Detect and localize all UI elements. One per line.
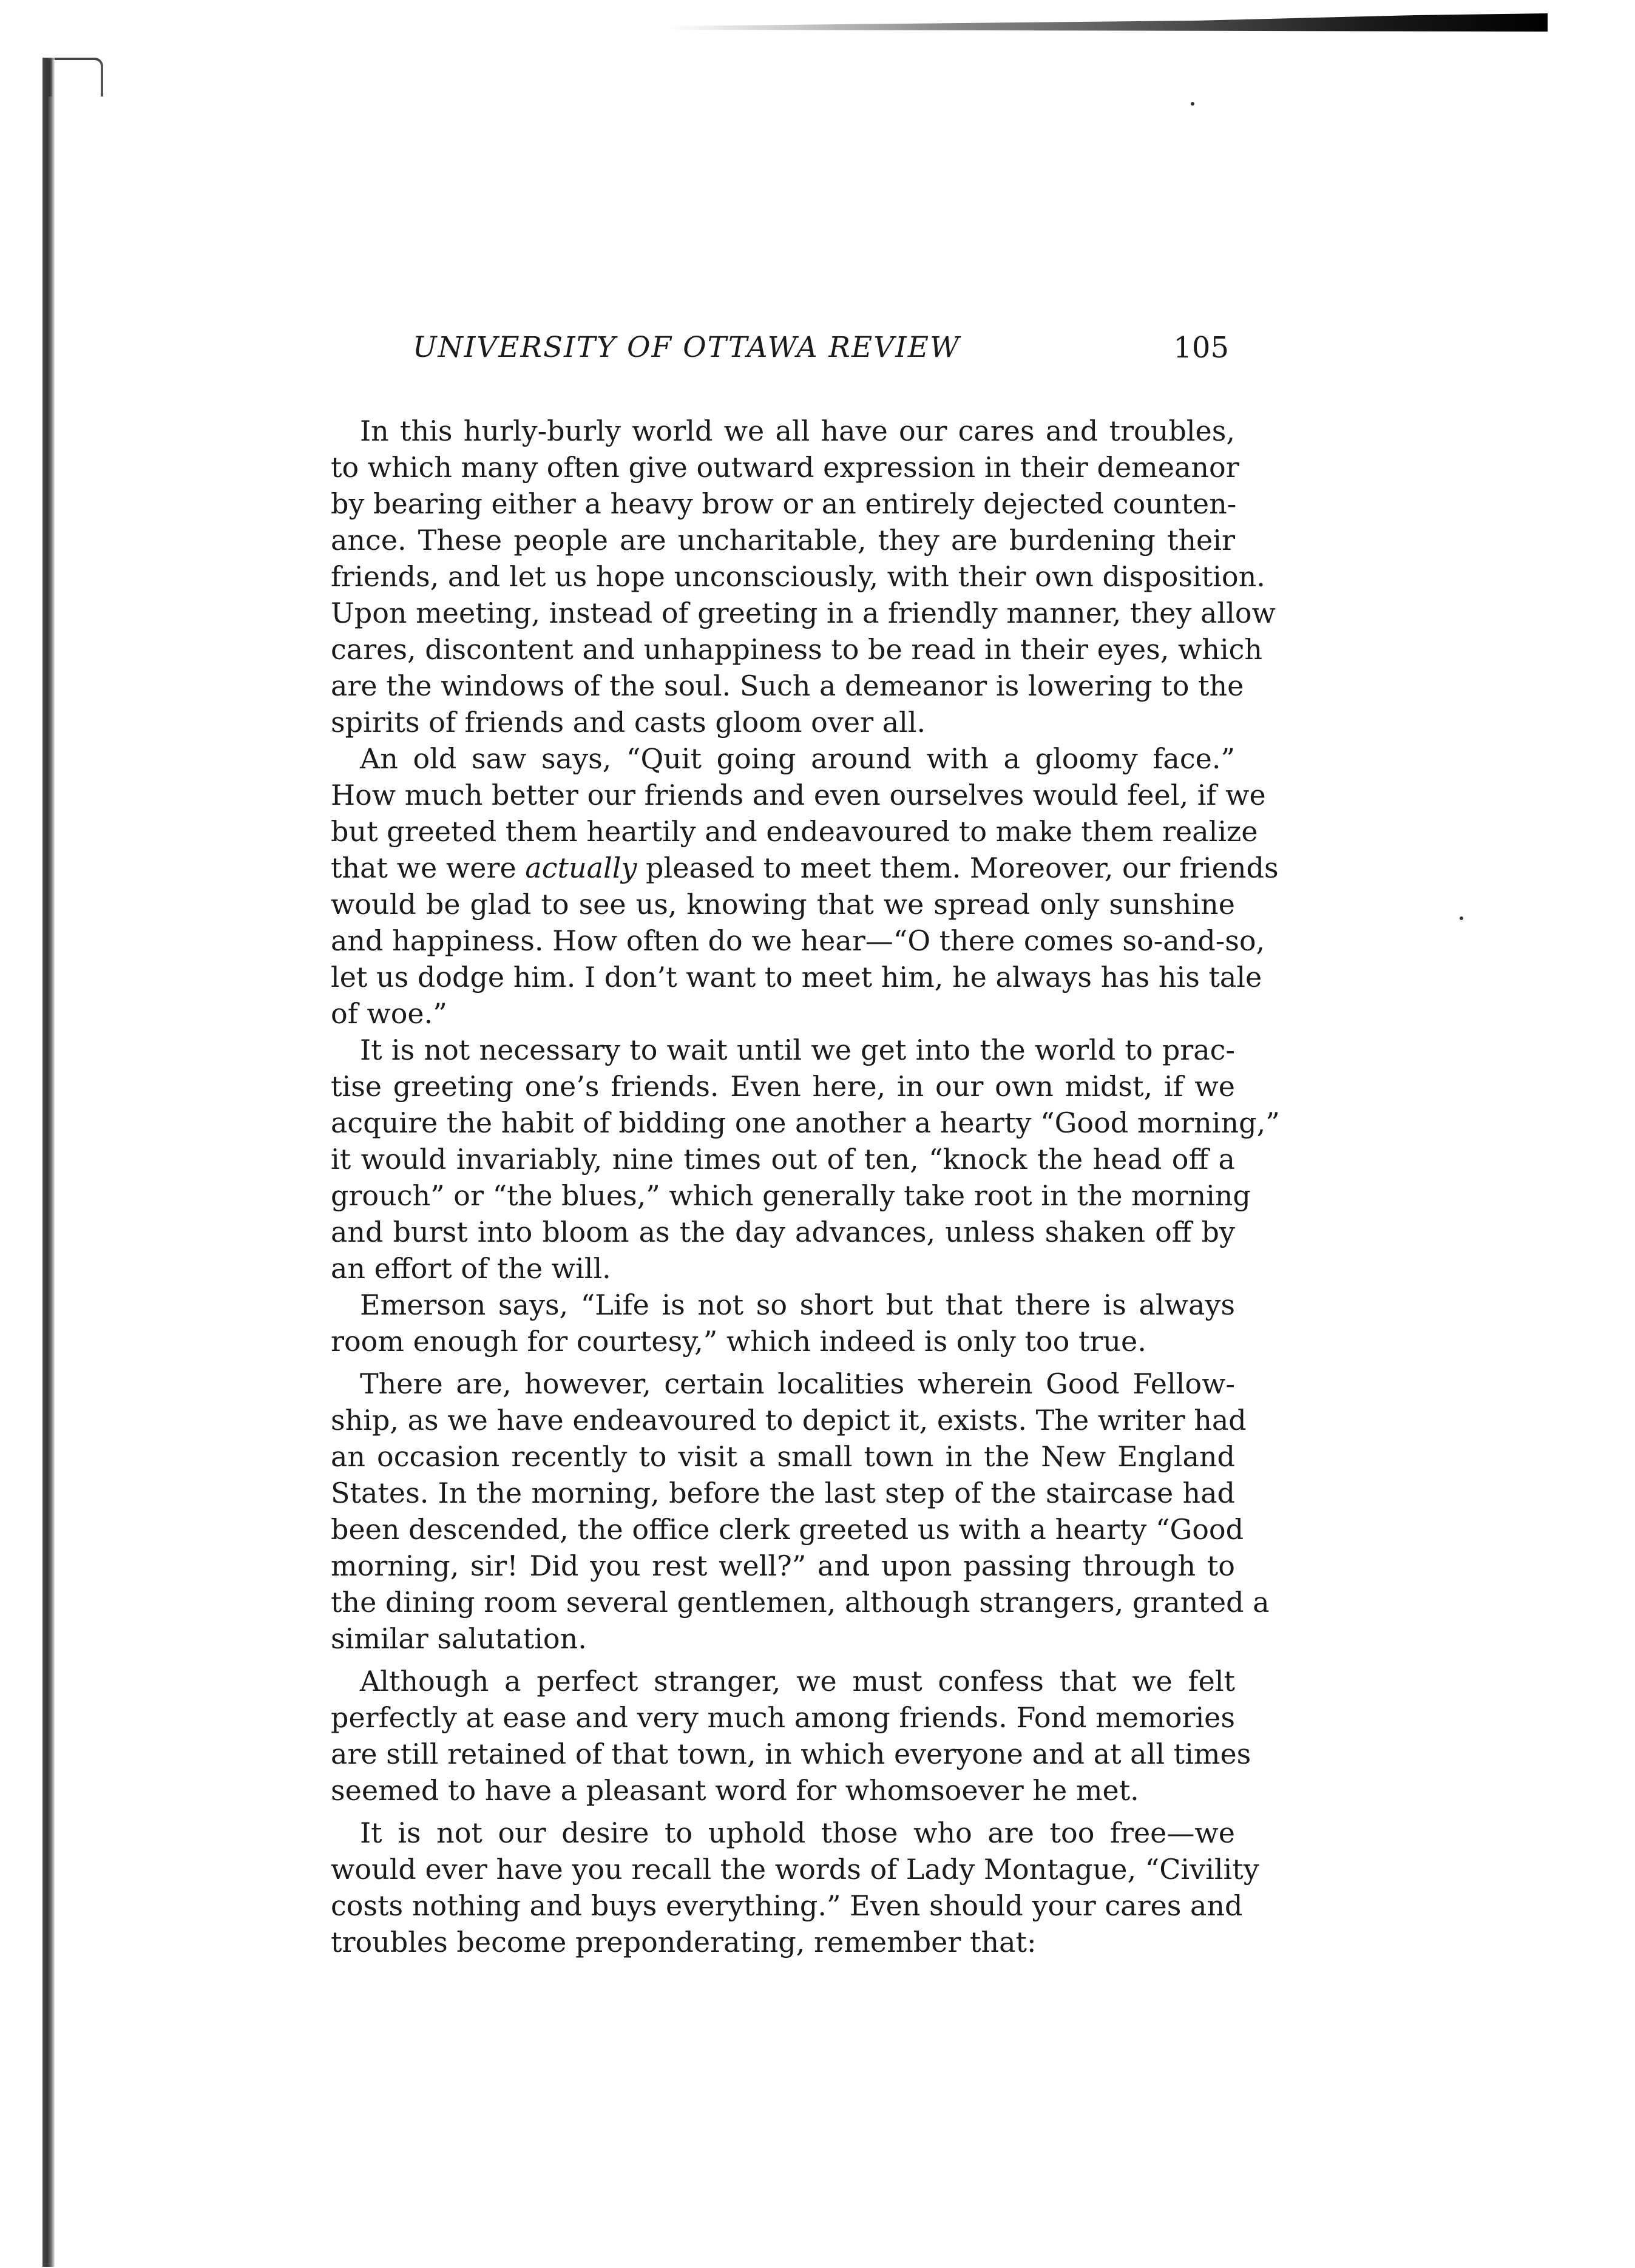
text-segment: pleased to meet them. Moreover, our friends (637, 851, 1279, 884)
text-line: by bearing either a heavy brow or an entirely dejected counten- (331, 487, 1237, 520)
text-line: acquire the habit of bidding one another a hearty “Good morning,” (331, 1106, 1280, 1139)
paragraph (331, 1032, 1280, 1287)
text-line: would be glad to see us, knowing that we spread only sunshine (331, 888, 1235, 921)
text-line: cares, discontent and unhappiness to be read in their eyes, which (331, 633, 1263, 666)
text-line-mixed (331, 850, 1279, 886)
text-line: to which many often give outward expression in their demeanor (331, 451, 1239, 484)
text-line: let us dodge him. I don’t want to meet him, he always has his tale (331, 961, 1262, 994)
text-line: would ever have you recall the words of Lady Montague, “Civility (331, 1853, 1259, 1886)
text-segment: that we were (331, 851, 516, 884)
text-line: How much better our friends and even ourselves would feel, if we (331, 779, 1266, 811)
text-line: perfectly at ease and very much among friends. Fond memories (331, 1701, 1235, 1734)
binding-edge-top (49, 58, 103, 96)
text-line: of woe.” (331, 997, 447, 1030)
binding-edge-shadow (42, 58, 55, 2267)
text-line: Upon meeting, instead of greeting in a friendly manner, they allow (331, 597, 1276, 629)
page-header (413, 331, 1229, 373)
text-line: costs nothing and buys everything.” Even should your cares and (331, 1889, 1243, 1922)
body-text (331, 413, 1280, 1960)
text-line: an occasion recently to visit a small town in the New England (331, 1440, 1235, 1473)
text-line: An old saw says, “Quit going around with a gloomy face.” (360, 742, 1235, 775)
top-edge-shadow (668, 13, 1548, 32)
text-line: been descended, the office clerk greeted us with a hearty “Good (331, 1513, 1244, 1546)
text-line: friends, and let us hope unconsciously, with their own disposition. (331, 560, 1265, 593)
text-line: It is not our desire to uphold those who are too free—we (360, 1816, 1235, 1849)
text-line: There are, however, certain localities wherein Good Fellow- (360, 1367, 1235, 1400)
text-line: States. In the morning, before the last step of the staircase had (331, 1477, 1235, 1509)
text-line: troubles become preponderating, remember that: (331, 1926, 1037, 1958)
text-line: It is not necessary to wait until we get into the world to prac- (360, 1034, 1235, 1066)
text-line: but greeted them heartily and endeavoured to make them realize (331, 815, 1258, 848)
text-line: Although a perfect stranger, we must confess that we felt (360, 1665, 1235, 1698)
italic-emphasis: actually (525, 851, 637, 884)
paragraph (331, 1366, 1270, 1657)
text-line: In this hurly-burly world we all have our cares and troubles, (360, 415, 1235, 447)
text-line: ance. These people are uncharitable, they are burdening their (331, 524, 1235, 557)
text-line: morning, sir! Did you rest well?” and upon passing through to (331, 1549, 1235, 1582)
text-line: are the windows of the soul. Such a demeanor is lowering to the (331, 669, 1244, 702)
paragraph (331, 1663, 1251, 1809)
text-line: room enough for courtesy,” which indeed is only too true. (331, 1325, 1146, 1358)
text-line: and happiness. How often do we hear—“O there comes so-and-so, (331, 924, 1265, 957)
paragraph (331, 1287, 1235, 1359)
text-line: spirits of friends and casts gloom over all. (331, 706, 926, 739)
text-line: it would invariably, nine times out of ten, “knock the head off a (331, 1143, 1235, 1176)
scan-speck (1460, 916, 1463, 920)
paragraph (331, 413, 1276, 740)
text-line: grouch” or “the blues,” which generally take root in the morning (331, 1179, 1251, 1212)
text-line: tise greeting one’s friends. Even here, in our own midst, if we (331, 1070, 1235, 1103)
paragraph (331, 740, 1279, 1032)
text-line: and burst into bloom as the day advances, unless shaken off by (331, 1216, 1235, 1248)
scan-speck (1191, 102, 1194, 106)
page-number: 105 (1173, 331, 1229, 365)
text-line: are still retained of that town, in which everyone and at all times (331, 1738, 1251, 1770)
text-line: Emerson says, “Life is not so short but that there is always (360, 1288, 1235, 1321)
running-title: UNIVERSITY OF OTTAWA REVIEW (413, 331, 961, 364)
text-line: an effort of the will. (331, 1252, 611, 1285)
paragraph (331, 1815, 1259, 1960)
text-line: seemed to have a pleasant word for whomsoever he met. (331, 1774, 1139, 1807)
text-line: ship, as we have endeavoured to depict it, exists. The writer had (331, 1404, 1247, 1437)
text-line: similar salutation. (331, 1622, 587, 1655)
text-line: the dining room several gentlemen, although strangers, granted a (331, 1586, 1270, 1619)
